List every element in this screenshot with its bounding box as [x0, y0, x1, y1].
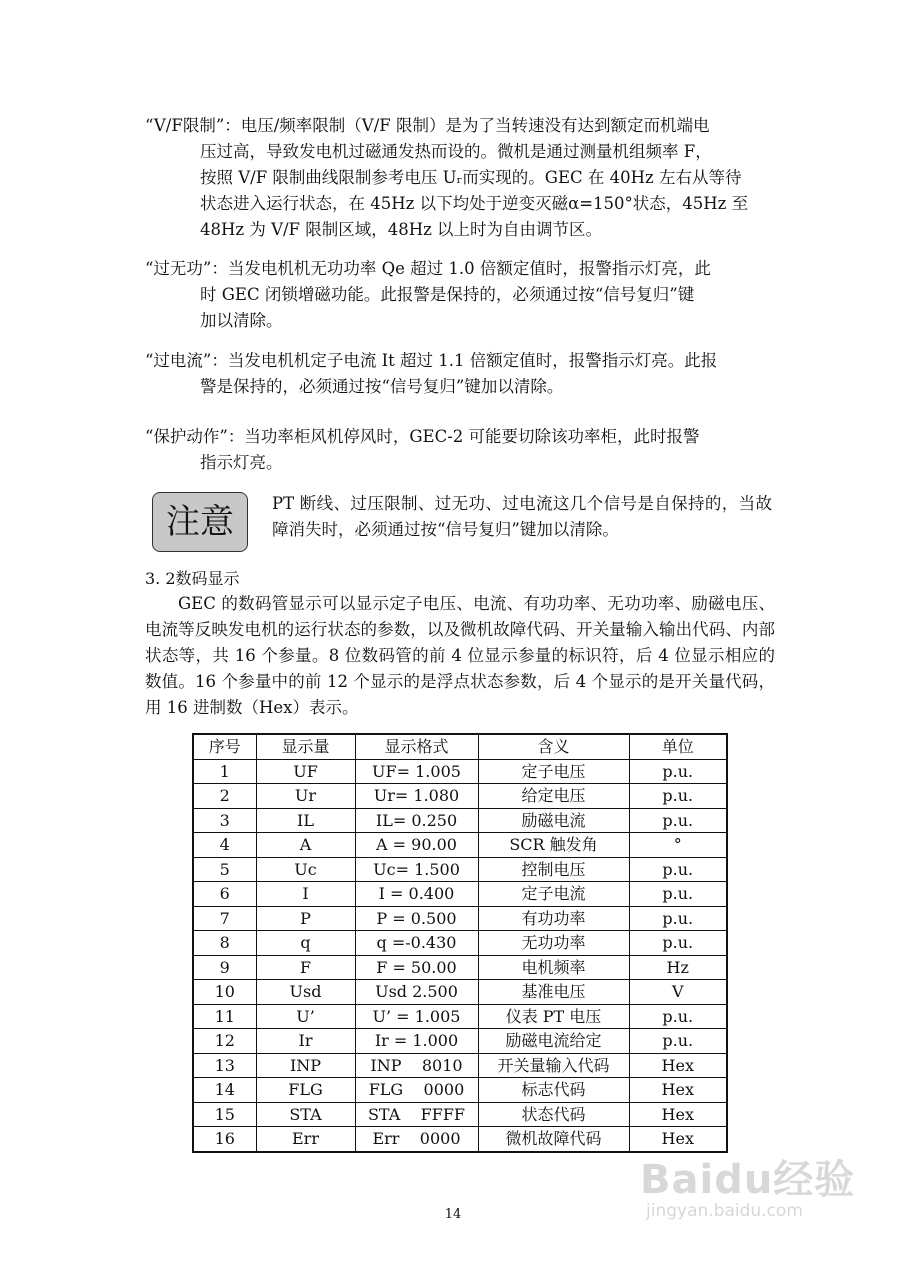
table-cell: 5: [193, 857, 256, 882]
table-cell: Ur: [256, 784, 355, 809]
table-cell: 励磁电流: [478, 808, 629, 833]
table-cell: A: [256, 833, 355, 858]
table-cell: Hz: [629, 955, 727, 980]
table-cell: Uc= 1.500: [355, 857, 478, 882]
table-cell: p.u.: [629, 906, 727, 931]
table-row: [193, 784, 727, 809]
table-row: [193, 955, 727, 980]
display-parameter-table: [192, 733, 728, 1153]
column-header: 单位: [629, 734, 727, 759]
paragraph-line: 时 GEC 闭锁增磁功能。此报警是保持的，必须通过按“信号复归”键: [200, 285, 695, 304]
table-cell: U’: [256, 1004, 355, 1029]
table-cell: Ir: [256, 1029, 355, 1054]
table-cell: Err: [256, 1127, 355, 1152]
page-number: 14: [444, 1207, 462, 1222]
table-row: [193, 759, 727, 784]
table-row: [193, 931, 727, 956]
table-cell: Ir = 1.000: [355, 1029, 478, 1054]
table-cell: p.u.: [629, 759, 727, 784]
table-cell: p.u.: [629, 808, 727, 833]
watermark-url: jingyan.baidu.com: [646, 1201, 803, 1221]
table-cell: INP: [256, 1053, 355, 1078]
table-cell: V: [629, 980, 727, 1005]
table-cell: 10: [193, 980, 256, 1005]
table-cell: 8: [193, 931, 256, 956]
watermark-brand: Baidu经验: [640, 1157, 856, 1203]
column-header: 显示格式: [355, 734, 478, 759]
table-cell: I: [256, 882, 355, 907]
paragraph-line: 警是保持的，必须通过按“信号复归”键加以清除。: [200, 377, 564, 396]
table-cell: p.u.: [629, 1004, 727, 1029]
paragraph-lead: “过无功”：当发电机机无功功率 Qe 超过 1.0 倍额定值时，报警指示灯亮，此: [145, 259, 711, 278]
table-row: [193, 1102, 727, 1127]
table-row: [193, 882, 727, 907]
paragraph-line: 按照 V/F 限制曲线限制参考电压 Uᵣ而实现的。GEC 在 40Hz 左右从等待: [200, 168, 742, 187]
table-cell: 16: [193, 1127, 256, 1152]
table-row: [193, 857, 727, 882]
table-cell: STA FFFF: [355, 1102, 478, 1127]
table-cell: Hex: [629, 1102, 727, 1127]
table-cell: IL: [256, 808, 355, 833]
paragraph-line: 压过高，导致发电机过磁通发热而设的。微机是通过测量机组频率 F，: [200, 142, 712, 161]
table-cell: 3: [193, 808, 256, 833]
table-cell: STA: [256, 1102, 355, 1127]
section-title: 3. 2数码显示: [145, 569, 240, 588]
table-cell: 开关量输入代码: [478, 1053, 629, 1078]
table-cell: 定子电压: [478, 759, 629, 784]
table-cell: q: [256, 931, 355, 956]
table-cell: Hex: [629, 1078, 727, 1103]
table-cell: 电机频率: [478, 955, 629, 980]
table-cell: 给定电压: [478, 784, 629, 809]
paragraph-lead: “V/F限制”：电压/频率限制（V/F 限制）是为了当转速没有达到额定而机端电: [145, 116, 710, 135]
table-cell: FLG 0000: [355, 1078, 478, 1103]
table-cell: 9: [193, 955, 256, 980]
paragraph-line: 状态进入运行状态，在 45Hz 以下均处于逆变灭磁α=150°状态，45Hz 至: [200, 194, 749, 213]
table-cell: 标志代码: [478, 1078, 629, 1103]
column-header: 显示量: [256, 734, 355, 759]
table-header-row: [193, 734, 727, 759]
table-cell: 控制电压: [478, 857, 629, 882]
table-cell: UF= 1.005: [355, 759, 478, 784]
table-row: [193, 1078, 727, 1103]
table-cell: 11: [193, 1004, 256, 1029]
table-cell: 仪表 PT 电压: [478, 1004, 629, 1029]
table-cell: 微机故障代码: [478, 1127, 629, 1152]
table-cell: °: [629, 833, 727, 858]
paragraph-line: 48Hz 为 V/F 限制区域，48Hz 以上时为自由调节区。: [200, 220, 603, 239]
table-cell: q =-0.430: [355, 931, 478, 956]
table-cell: SCR 触发角: [478, 833, 629, 858]
table-cell: U’ = 1.005: [355, 1004, 478, 1029]
table-cell: I = 0.400: [355, 882, 478, 907]
alarm-paragraph: [145, 113, 775, 243]
column-header: 序号: [193, 734, 256, 759]
table-cell: UF: [256, 759, 355, 784]
table-cell: F = 50.00: [355, 955, 478, 980]
table-cell: Hex: [629, 1127, 727, 1152]
table-cell: p.u.: [629, 784, 727, 809]
table-cell: p.u.: [629, 1029, 727, 1054]
table-cell: 12: [193, 1029, 256, 1054]
note-label-box: 注意: [152, 492, 248, 552]
table-cell: 2: [193, 784, 256, 809]
table-cell: 14: [193, 1078, 256, 1103]
table-cell: 6: [193, 882, 256, 907]
paragraph-lead: “保护动作”：当功率柜风机停风时，GEC-2 可能要切除该功率柜，此时报警: [145, 427, 700, 446]
table-cell: 状态代码: [478, 1102, 629, 1127]
alarm-paragraph: [145, 256, 775, 334]
table-row: [193, 980, 727, 1005]
section-body: GEC 的数码管显示可以显示定子电压、电流、有功功率、无功功率、励磁电压、电流等反映发电机的运行状态的参数，以及微机故障代码、开关量输入输出代码、内部状态等，共 16 个参量。8 位数码管的前 4 位显示参量的标识符，后 4 位显示相应的数值。16 个参量中的前 12 个显示的是浮点状态参数，后 4 个显示的是开关量代码，用 16 进制数（Hex）表示。: [145, 594, 776, 717]
table-cell: P = 0.500: [355, 906, 478, 931]
table-row: [193, 1053, 727, 1078]
table-cell: A = 90.00: [355, 833, 478, 858]
table-row: [193, 1029, 727, 1054]
table-cell: IL= 0.250: [355, 808, 478, 833]
note-text: PT 断线、过压限制、过无功、过电流这几个信号是自保持的，当故障消失时，必须通过按“信号复归”键加以清除。: [272, 494, 772, 539]
table-row: [193, 808, 727, 833]
alarm-paragraph: [145, 424, 775, 476]
alarm-paragraph: [145, 348, 775, 400]
watermark: [640, 1148, 855, 1221]
table-cell: P: [256, 906, 355, 931]
table-cell: INP 8010: [355, 1053, 478, 1078]
table-cell: 4: [193, 833, 256, 858]
table-cell: p.u.: [629, 931, 727, 956]
table-cell: F: [256, 955, 355, 980]
table-row: [193, 906, 727, 931]
column-header: 含义: [478, 734, 629, 759]
paragraph-line: 加以清除。: [200, 311, 283, 330]
table-cell: 13: [193, 1053, 256, 1078]
table-cell: 7: [193, 906, 256, 931]
table-row: [193, 1004, 727, 1029]
table-cell: 15: [193, 1102, 256, 1127]
table-cell: 1: [193, 759, 256, 784]
table-cell: Hex: [629, 1053, 727, 1078]
table-row: [193, 833, 727, 858]
table-cell: Usd 2.500: [355, 980, 478, 1005]
table-cell: Uc: [256, 857, 355, 882]
table-cell: 无功功率: [478, 931, 629, 956]
table-cell: Usd: [256, 980, 355, 1005]
table-cell: 定子电流: [478, 882, 629, 907]
table-cell: p.u.: [629, 857, 727, 882]
table-cell: FLG: [256, 1078, 355, 1103]
paragraph-line: 指示灯亮。: [200, 453, 283, 472]
table-cell: Err 0000: [355, 1127, 478, 1152]
table-cell: 励磁电流给定: [478, 1029, 629, 1054]
table-cell: 有功功率: [478, 906, 629, 931]
table-cell: Ur= 1.080: [355, 784, 478, 809]
table-cell: 基准电压: [478, 980, 629, 1005]
table-cell: p.u.: [629, 882, 727, 907]
paragraph-lead: “过电流”：当发电机机定子电流 It 超过 1.1 倍额定值时，报警指示灯亮。此报: [145, 351, 718, 370]
